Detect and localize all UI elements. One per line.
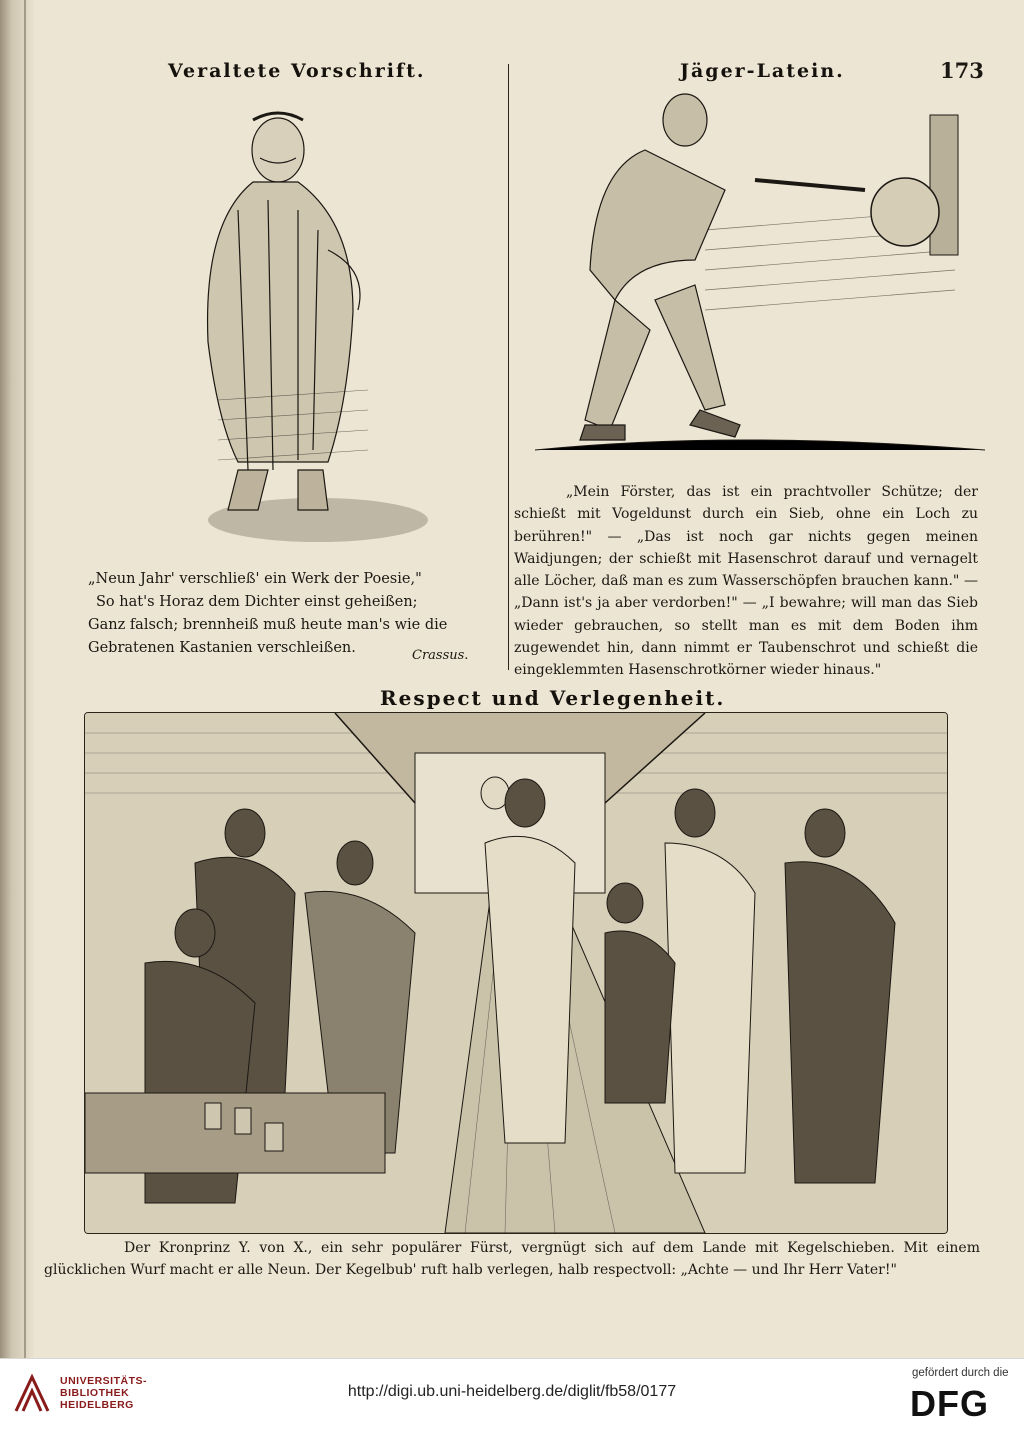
right-article-title: Jäger-Latein. — [680, 60, 845, 82]
binding-fold — [24, 0, 26, 1358]
poem-line: Ganz falsch; brennheiß muß heute man's wie die — [88, 617, 448, 633]
column-divider — [508, 64, 509, 670]
bottom-article-title: Respect und Verlegenheit. — [380, 686, 726, 710]
poem — [88, 568, 458, 660]
hunter-shooting-icon — [535, 80, 985, 472]
permalink-url[interactable]: http://digi.ub.uni-heidelberg.de/diglit/fb58/0177 — [347, 1383, 677, 1400]
toga-poet-icon — [178, 100, 468, 550]
footer-bar — [0, 1358, 1024, 1430]
bowling-caption: Der Kronprinz Y. von X., ein sehr populärer Fürst, vergnügt sich auf dem Lande mit Kegelschieben. Mit einem glücklichen Wurf macht er alle Neun. Der Kegelbub' ruft halb verlegen, halb respectvoll: „Achte — und Ihr Herr Vater!" — [44, 1240, 980, 1278]
poem-line: Gebratenen Kastanien verschleißen. — [88, 640, 356, 656]
hunter-caption: „Mein Förster, das ist ein prachtvoller Schütze; der schießt mit Vogeldunst durch ein Sieb, ohne ein Loch zu berühren!" — „Das ist noch gar nichts gegen meinen Waidjungen; der schießt mit Hasenschrot darauf und vernagelt alle Löcher, daß man es zum Wasserschöpfen brauchen kann." — „Dann ist's ja aber verdorben!" — „I bewahre; will man das Sieb wieder gebrauchen, so stellt man es mit dem Boden ihm zugewendet hin, dann nimmt er Taubenschrot und schießt die eingeklemmten Hasenschrotkörner wieder hinaus." — [514, 484, 978, 679]
poem-line: So hat's Horaz dem Dichter einst geheißen; — [96, 594, 418, 610]
library-name-line: HEIDELBERG — [60, 1399, 134, 1411]
library-name-line: UNIVERSITÄTS- — [60, 1375, 148, 1387]
bowling-illustration — [84, 712, 948, 1234]
left-article-title: Veraltete Vorschrift. — [168, 60, 426, 82]
book-binding — [0, 0, 34, 1358]
bowling-alley-scene-icon — [85, 713, 947, 1233]
funding-text: gefördert durch die — [912, 1367, 1009, 1379]
poem-author: Crassus. — [412, 648, 469, 663]
page-number: 173 — [940, 58, 984, 83]
poet-illustration — [178, 100, 468, 550]
library-name-line: BIBLIOTHEK — [60, 1387, 130, 1399]
dfg-logo: DFG — [910, 1383, 989, 1424]
poem-line: „Neun Jahr' verschließ' ein Werk der Poesie," — [88, 571, 422, 587]
hunter-illustration — [535, 80, 985, 472]
